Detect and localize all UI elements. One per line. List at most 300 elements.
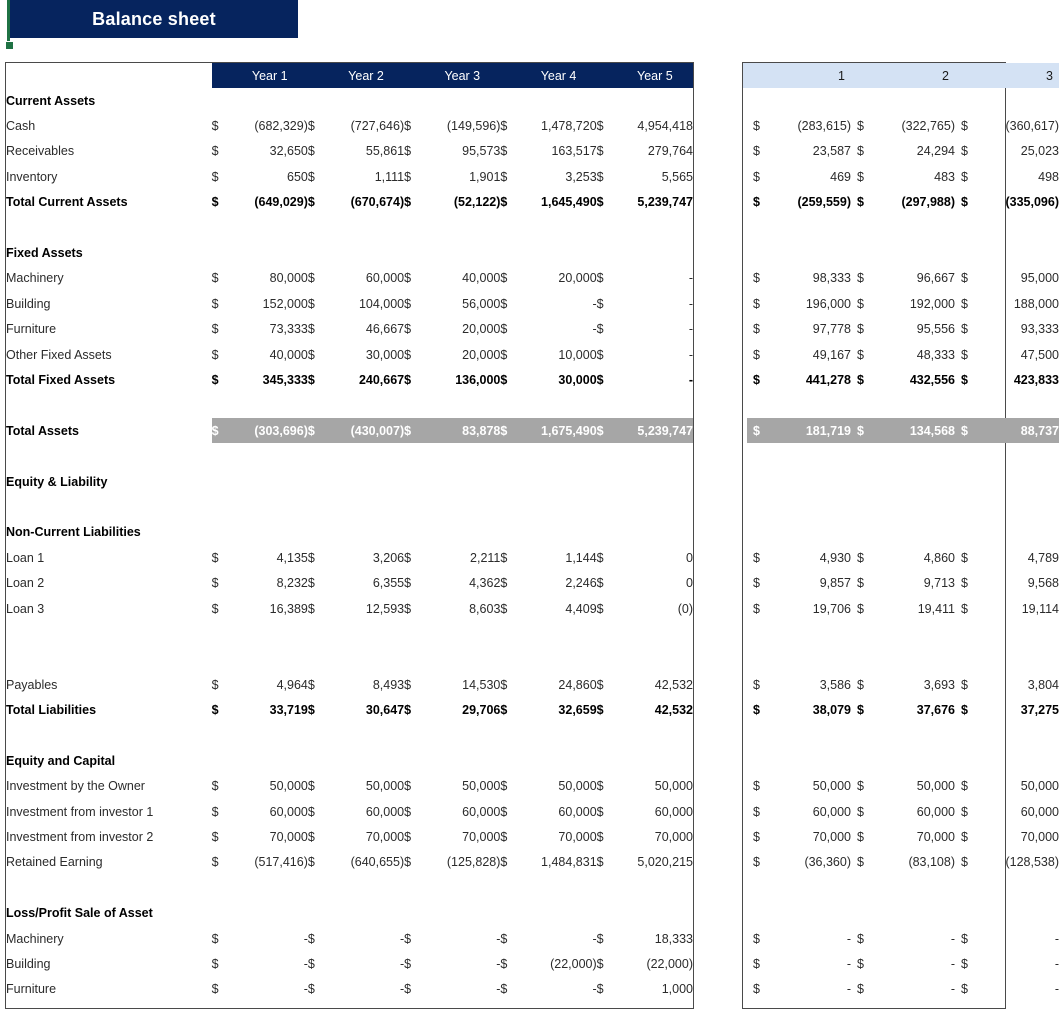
value-cell-4[interactable] (520, 647, 596, 672)
value-cell-2[interactable]: 483 (934, 169, 955, 184)
value-cell-3[interactable]: 188,000 (1013, 296, 1059, 311)
value-cell-2[interactable]: 8,493 (372, 677, 405, 692)
value-cell-2[interactable]: 37,676 (916, 703, 955, 718)
value-cell-4[interactable] (520, 393, 596, 418)
value-cell-2[interactable]: 12,593 (365, 601, 405, 616)
value-cell-3[interactable] (985, 748, 1059, 773)
value-cell-1[interactable] (232, 748, 308, 773)
value-cell-3[interactable] (424, 469, 500, 494)
value-cell-3[interactable]: - (496, 956, 501, 971)
value-cell-3[interactable] (985, 88, 1059, 113)
value-cell-1[interactable] (232, 393, 308, 418)
value-cell-2[interactable]: 70,000 (365, 830, 405, 845)
value-cell-5[interactable] (617, 520, 693, 545)
value-cell-4[interactable]: 50,000 (558, 779, 597, 794)
value-cell-1[interactable]: 40,000 (269, 347, 308, 362)
value-cell-2[interactable]: 96,667 (916, 271, 955, 286)
column-header-3[interactable]: Year 3 (424, 63, 500, 88)
value-cell-3[interactable] (985, 901, 1059, 926)
value-cell-3[interactable]: - (496, 982, 501, 997)
value-cell-3[interactable]: 1,901 (469, 169, 501, 184)
value-cell-1[interactable]: 32,650 (269, 144, 308, 159)
value-cell-4[interactable]: 1,645,490 (541, 195, 597, 210)
value-cell-2[interactable] (881, 621, 955, 646)
value-cell-1[interactable]: 152,000 (262, 296, 308, 311)
value-cell-2[interactable] (881, 520, 955, 545)
value-cell-1[interactable] (232, 723, 308, 748)
value-cell-2[interactable]: 134,568 (881, 418, 955, 443)
value-cell-3[interactable]: 60,000 (1020, 804, 1059, 819)
value-cell-2[interactable]: 104,000 (358, 296, 405, 311)
value-cell-2[interactable]: (297,988) (901, 195, 955, 210)
value-cell-5[interactable] (617, 875, 693, 900)
value-cell-4[interactable]: 30,000 (558, 372, 597, 387)
value-cell-2[interactable] (328, 748, 404, 773)
value-cell-3[interactable] (424, 240, 500, 265)
value-cell-2[interactable]: - (399, 956, 405, 971)
value-cell-3[interactable]: 20,000 (462, 347, 501, 362)
value-cell-4[interactable]: 4,409 (565, 601, 597, 616)
value-cell-1[interactable] (232, 520, 308, 545)
value-cell-1[interactable]: - (303, 931, 308, 946)
value-cell-5[interactable]: (0) (677, 601, 693, 616)
value-cell-3[interactable]: 9,568 (1027, 576, 1059, 591)
value-cell-2[interactable]: - (399, 931, 405, 946)
value-cell-1[interactable]: (517,416) (254, 855, 308, 870)
value-cell-3[interactable] (985, 393, 1059, 418)
value-cell-1[interactable]: - (846, 931, 851, 946)
value-cell-3[interactable] (424, 748, 500, 773)
value-cell-5[interactable]: 0 (686, 550, 693, 565)
value-cell-4[interactable]: 2,246 (565, 576, 597, 591)
value-cell-4[interactable]: 1,675,490 (520, 418, 596, 443)
value-cell-1[interactable]: 441,278 (805, 372, 851, 387)
value-cell-3[interactable] (985, 469, 1059, 494)
value-cell-1[interactable]: 50,000 (269, 779, 308, 794)
value-cell-1[interactable]: (682,329) (254, 119, 308, 134)
value-cell-1[interactable] (232, 901, 308, 926)
value-cell-1[interactable]: 3,586 (819, 677, 851, 692)
value-cell-1[interactable]: 345,333 (262, 372, 308, 387)
value-cell-4[interactable]: 32,659 (558, 703, 597, 718)
value-cell-2[interactable] (328, 393, 404, 418)
value-cell-1[interactable] (232, 240, 308, 265)
value-cell-2[interactable] (881, 88, 955, 113)
value-cell-3[interactable]: (52,122) (453, 195, 501, 210)
value-cell-3[interactable]: 88,737 (985, 418, 1059, 443)
value-cell-1[interactable] (232, 875, 308, 900)
value-cell-3[interactable]: 93,333 (1020, 322, 1059, 337)
value-cell-5[interactable]: 70,000 (654, 830, 693, 845)
value-cell-2[interactable] (881, 240, 955, 265)
value-cell-1[interactable]: 650 (287, 169, 308, 184)
value-cell-4[interactable] (520, 621, 596, 646)
value-cell-3[interactable]: 136,000 (455, 372, 501, 387)
value-cell-2[interactable]: 60,000 (365, 271, 405, 286)
value-cell-3[interactable]: - (1054, 956, 1059, 971)
value-cell-2[interactable]: (727,646) (350, 119, 405, 134)
value-cell-2[interactable] (328, 88, 404, 113)
value-cell-3[interactable]: 4,789 (1027, 550, 1059, 565)
value-cell-1[interactable]: (649,029) (254, 195, 308, 210)
column-header-1[interactable]: Year 1 (232, 63, 308, 88)
value-cell-3[interactable] (985, 647, 1059, 672)
value-cell-1[interactable]: 49,167 (812, 347, 851, 362)
value-cell-1[interactable]: 9,857 (819, 576, 851, 591)
value-cell-5[interactable] (617, 469, 693, 494)
value-cell-2[interactable]: 60,000 (365, 804, 405, 819)
value-cell-4[interactable]: 1,484,831 (541, 855, 597, 870)
value-cell-2[interactable] (328, 494, 404, 519)
value-cell-3[interactable] (985, 215, 1059, 240)
column-header-2[interactable]: 2 (881, 63, 955, 88)
value-cell-4[interactable]: 24,860 (558, 677, 597, 692)
value-cell-3[interactable]: 3,804 (1027, 677, 1059, 692)
value-cell-2[interactable] (881, 443, 955, 468)
value-cell-5[interactable] (617, 621, 693, 646)
value-cell-1[interactable]: 4,135 (276, 550, 308, 565)
value-cell-4[interactable]: 1,478,720 (541, 119, 597, 134)
value-cell-1[interactable]: (283,615) (797, 119, 851, 134)
value-cell-5[interactable] (617, 494, 693, 519)
value-cell-3[interactable]: 60,000 (462, 804, 501, 819)
column-header-4[interactable]: Year 4 (520, 63, 596, 88)
value-cell-2[interactable] (881, 901, 955, 926)
value-cell-1[interactable]: - (846, 956, 851, 971)
value-cell-3[interactable]: 25,023 (1020, 144, 1059, 159)
value-cell-3[interactable]: 70,000 (462, 830, 501, 845)
value-cell-3[interactable]: 47,500 (1020, 347, 1059, 362)
value-cell-5[interactable]: 279,764 (647, 144, 693, 159)
value-cell-4[interactable] (520, 443, 596, 468)
value-cell-3[interactable] (424, 723, 500, 748)
value-cell-3[interactable]: 29,706 (462, 703, 501, 718)
value-cell-4[interactable]: - (592, 322, 597, 337)
value-cell-3[interactable]: 50,000 (462, 779, 501, 794)
value-cell-2[interactable] (881, 393, 955, 418)
value-cell-1[interactable] (232, 443, 308, 468)
value-cell-2[interactable]: 24,294 (916, 144, 955, 159)
value-cell-3[interactable] (985, 240, 1059, 265)
value-cell-1[interactable] (777, 723, 851, 748)
value-cell-4[interactable]: 20,000 (558, 271, 597, 286)
value-cell-2[interactable] (881, 723, 955, 748)
value-cell-1[interactable]: 19,706 (812, 601, 851, 616)
value-cell-1[interactable]: 38,079 (812, 703, 851, 718)
value-cell-2[interactable] (328, 520, 404, 545)
value-cell-3[interactable] (424, 393, 500, 418)
value-cell-4[interactable]: 163,517 (551, 144, 597, 159)
value-cell-1[interactable] (232, 215, 308, 240)
value-cell-4[interactable]: 1,144 (565, 550, 597, 565)
value-cell-2[interactable]: 192,000 (909, 296, 955, 311)
value-cell-3[interactable]: 8,603 (469, 601, 501, 616)
value-cell-4[interactable]: 60,000 (558, 804, 597, 819)
value-cell-1[interactable] (777, 748, 851, 773)
value-cell-2[interactable] (328, 443, 404, 468)
value-cell-3[interactable] (985, 621, 1059, 646)
value-cell-4[interactable] (520, 875, 596, 900)
value-cell-3[interactable] (424, 621, 500, 646)
value-cell-2[interactable]: 60,000 (916, 804, 955, 819)
value-cell-5[interactable]: 1,000 (661, 982, 693, 997)
value-cell-3[interactable] (424, 901, 500, 926)
value-cell-3[interactable] (424, 520, 500, 545)
value-cell-2[interactable]: 1,111 (374, 169, 405, 184)
value-cell-2[interactable]: 240,667 (358, 372, 405, 387)
value-cell-5[interactable] (617, 88, 693, 113)
value-cell-2[interactable]: - (399, 982, 405, 997)
value-cell-3[interactable]: - (1054, 931, 1059, 946)
value-cell-1[interactable]: 33,719 (269, 703, 308, 718)
value-cell-5[interactable]: (22,000) (646, 956, 693, 971)
value-cell-2[interactable] (328, 723, 404, 748)
value-cell-2[interactable]: (640,655) (350, 855, 405, 870)
value-cell-4[interactable] (520, 901, 596, 926)
value-cell-5[interactable] (617, 393, 693, 418)
value-cell-1[interactable]: 181,719 (777, 418, 851, 443)
value-cell-2[interactable] (328, 647, 404, 672)
value-cell-1[interactable] (777, 621, 851, 646)
value-cell-5[interactable] (617, 901, 693, 926)
value-cell-2[interactable] (881, 748, 955, 773)
value-cell-2[interactable] (881, 215, 955, 240)
value-cell-4[interactable]: - (592, 931, 597, 946)
value-cell-3[interactable] (985, 875, 1059, 900)
value-cell-3[interactable]: - (496, 931, 501, 946)
value-cell-1[interactable]: 8,232 (276, 576, 308, 591)
value-cell-1[interactable] (777, 240, 851, 265)
value-cell-1[interactable]: 70,000 (812, 830, 851, 845)
value-cell-4[interactable] (520, 723, 596, 748)
value-cell-3[interactable] (424, 647, 500, 672)
column-header-1[interactable]: 1 (777, 63, 851, 88)
value-cell-3[interactable]: 83,878 (424, 418, 500, 443)
value-cell-1[interactable]: (303,696) (232, 418, 308, 443)
value-cell-1[interactable]: - (303, 956, 308, 971)
value-cell-1[interactable]: 4,964 (276, 677, 308, 692)
value-cell-3[interactable]: 95,573 (462, 144, 501, 159)
value-cell-1[interactable] (777, 443, 851, 468)
value-cell-1[interactable]: (259,559) (797, 195, 851, 210)
value-cell-2[interactable]: 46,667 (365, 322, 405, 337)
value-cell-2[interactable]: 30,647 (365, 703, 405, 718)
value-cell-5[interactable] (617, 443, 693, 468)
value-cell-3[interactable]: 95,000 (1020, 271, 1059, 286)
value-cell-1[interactable]: 196,000 (805, 296, 851, 311)
value-cell-2[interactable] (881, 494, 955, 519)
value-cell-1[interactable] (777, 494, 851, 519)
value-cell-4[interactable] (520, 520, 596, 545)
value-cell-2[interactable]: (670,674) (350, 195, 405, 210)
value-cell-1[interactable] (777, 901, 851, 926)
value-cell-1[interactable]: (36,360) (804, 855, 851, 870)
value-cell-1[interactable] (232, 494, 308, 519)
value-cell-3[interactable]: (335,096) (1005, 195, 1059, 210)
value-cell-2[interactable]: 3,206 (372, 550, 405, 565)
value-cell-3[interactable]: 40,000 (462, 271, 501, 286)
value-cell-1[interactable] (232, 469, 308, 494)
value-cell-1[interactable]: 73,333 (269, 322, 308, 337)
value-cell-5[interactable]: 0 (686, 576, 693, 591)
value-cell-2[interactable]: 50,000 (916, 779, 955, 794)
value-cell-3[interactable]: 50,000 (1020, 779, 1059, 794)
value-cell-1[interactable] (777, 520, 851, 545)
value-cell-1[interactable]: 98,333 (812, 271, 851, 286)
value-cell-1[interactable]: 60,000 (269, 804, 308, 819)
value-cell-3[interactable]: - (1054, 982, 1059, 997)
value-cell-5[interactable]: - (688, 347, 693, 362)
value-cell-3[interactable] (424, 443, 500, 468)
currency-symbol-2: $ (857, 271, 864, 286)
value-cell-1[interactable]: 4,930 (819, 550, 851, 565)
value-cell-1[interactable] (777, 215, 851, 240)
value-cell-3[interactable]: 14,530 (462, 677, 501, 692)
value-cell-5[interactable]: 42,532 (654, 703, 693, 718)
value-cell-2[interactable]: 19,411 (917, 601, 955, 616)
value-cell-1[interactable]: 70,000 (269, 830, 308, 845)
value-cell-3[interactable]: 19,114 (1021, 601, 1059, 616)
value-cell-5[interactable]: 4,954,418 (637, 119, 693, 134)
value-cell-4[interactable]: - (592, 296, 597, 311)
value-cell-3[interactable]: 56,000 (462, 296, 501, 311)
value-cell-2[interactable]: 3,693 (923, 677, 955, 692)
value-cell-4[interactable]: (22,000) (550, 956, 597, 971)
value-cell-3[interactable] (424, 875, 500, 900)
value-cell-2[interactable]: - (950, 956, 955, 971)
value-cell-1[interactable] (777, 88, 851, 113)
value-cell-2[interactable]: (430,007) (328, 418, 404, 443)
value-cell-4[interactable]: 3,253 (565, 169, 597, 184)
value-cell-5[interactable]: - (688, 271, 693, 286)
value-cell-4[interactable] (520, 240, 596, 265)
value-cell-1[interactable]: 60,000 (812, 804, 851, 819)
value-cell-2[interactable]: (83,108) (908, 855, 955, 870)
active-cell-fill-handle[interactable] (5, 41, 14, 50)
value-cell-1[interactable] (232, 88, 308, 113)
value-cell-4[interactable]: - (592, 982, 597, 997)
value-cell-1[interactable]: 50,000 (812, 779, 851, 794)
value-cell-1[interactable]: 23,587 (812, 144, 851, 159)
value-cell-2[interactable] (881, 875, 955, 900)
value-cell-5[interactable]: 5,565 (661, 169, 693, 184)
value-cell-3[interactable]: (149,596) (446, 119, 501, 134)
value-cell-4[interactable] (520, 88, 596, 113)
value-cell-3[interactable] (985, 520, 1059, 545)
value-cell-3[interactable] (985, 443, 1059, 468)
value-cell-5[interactable]: 42,532 (654, 677, 693, 692)
value-cell-2[interactable]: 48,333 (916, 347, 955, 362)
value-cell-4[interactable] (520, 748, 596, 773)
value-cell-3[interactable]: 4,362 (469, 576, 501, 591)
value-cell-1[interactable]: 97,778 (812, 322, 851, 337)
value-cell-5[interactable] (617, 215, 693, 240)
value-cell-2[interactable]: - (950, 931, 955, 946)
value-cell-5[interactable]: 5,020,215 (637, 855, 693, 870)
value-cell-3[interactable] (424, 215, 500, 240)
value-cell-5[interactable]: 60,000 (654, 804, 693, 819)
value-cell-2[interactable] (328, 215, 404, 240)
value-cell-3[interactable]: (360,617) (1005, 119, 1059, 134)
value-cell-1[interactable] (777, 647, 851, 672)
value-cell-2[interactable] (328, 240, 404, 265)
value-cell-3[interactable] (985, 723, 1059, 748)
value-cell-2[interactable]: 9,713 (923, 576, 955, 591)
value-cell-1[interactable]: 16,389 (269, 601, 308, 616)
column-header-5[interactable]: Year 5 (617, 63, 693, 88)
value-cell-1[interactable]: - (846, 982, 851, 997)
value-cell-4[interactable] (520, 215, 596, 240)
value-cell-4[interactable]: 70,000 (558, 830, 597, 845)
value-cell-5[interactable]: - (688, 296, 693, 311)
column-header-3[interactable]: 3 (985, 63, 1059, 88)
value-cell-2[interactable]: (322,765) (901, 119, 955, 134)
value-cell-1[interactable] (777, 469, 851, 494)
value-cell-3[interactable]: 37,275 (1020, 703, 1059, 718)
value-cell-4[interactable] (520, 494, 596, 519)
value-cell-5[interactable]: - (688, 322, 693, 337)
value-cell-3[interactable]: (128,538) (1005, 855, 1059, 870)
value-cell-4[interactable] (520, 469, 596, 494)
value-cell-3[interactable] (424, 494, 500, 519)
value-cell-5[interactable]: - (688, 372, 693, 387)
value-cell-3[interactable]: (125,828) (446, 855, 501, 870)
value-cell-1[interactable] (777, 875, 851, 900)
value-cell-5[interactable]: 18,333 (654, 931, 693, 946)
value-cell-3[interactable]: 2,211 (470, 550, 501, 565)
value-cell-2[interactable] (328, 469, 404, 494)
value-cell-1[interactable] (232, 621, 308, 646)
value-cell-2[interactable] (881, 647, 955, 672)
value-cell-1[interactable] (777, 393, 851, 418)
value-cell-3[interactable]: 20,000 (462, 322, 501, 337)
value-cell-4[interactable]: 10,000 (558, 347, 597, 362)
value-cell-2[interactable] (328, 901, 404, 926)
value-cell-2[interactable]: 70,000 (916, 830, 955, 845)
value-cell-5[interactable] (617, 723, 693, 748)
value-cell-5[interactable] (617, 240, 693, 265)
value-cell-2[interactable]: - (950, 982, 955, 997)
value-cell-3[interactable] (985, 494, 1059, 519)
value-cell-5[interactable] (617, 647, 693, 672)
value-cell-3[interactable] (424, 88, 500, 113)
value-cell-3[interactable]: 498 (1038, 169, 1059, 184)
value-cell-1[interactable]: 469 (830, 169, 851, 184)
column-header-2[interactable]: Year 2 (328, 63, 404, 88)
value-cell-3[interactable]: 70,000 (1020, 830, 1059, 845)
value-cell-1[interactable] (232, 647, 308, 672)
value-cell-5[interactable]: 50,000 (654, 779, 693, 794)
value-cell-5[interactable] (617, 748, 693, 773)
currency-symbol-5: $ (596, 956, 604, 971)
value-cell-2[interactable]: 4,860 (923, 550, 955, 565)
currency-symbol-3: $ (404, 195, 412, 210)
value-cell-5[interactable]: 5,239,747 (617, 418, 693, 443)
value-cell-2[interactable]: 55,861 (365, 144, 405, 159)
value-cell-2[interactable] (328, 875, 404, 900)
value-cell-2[interactable]: 432,556 (909, 372, 955, 387)
value-cell-2[interactable]: 6,355 (372, 576, 405, 591)
value-cell-2[interactable]: 50,000 (365, 779, 405, 794)
value-cell-2[interactable] (328, 621, 404, 646)
value-cell-5[interactable]: 5,239,747 (637, 195, 693, 210)
value-cell-2[interactable] (881, 469, 955, 494)
value-cell-2[interactable]: 30,000 (365, 347, 405, 362)
value-cell-1[interactable]: - (303, 982, 308, 997)
value-cell-3[interactable]: 423,833 (1013, 372, 1059, 387)
value-cell-1[interactable]: 80,000 (269, 271, 308, 286)
value-cell-2[interactable]: 95,556 (916, 322, 955, 337)
